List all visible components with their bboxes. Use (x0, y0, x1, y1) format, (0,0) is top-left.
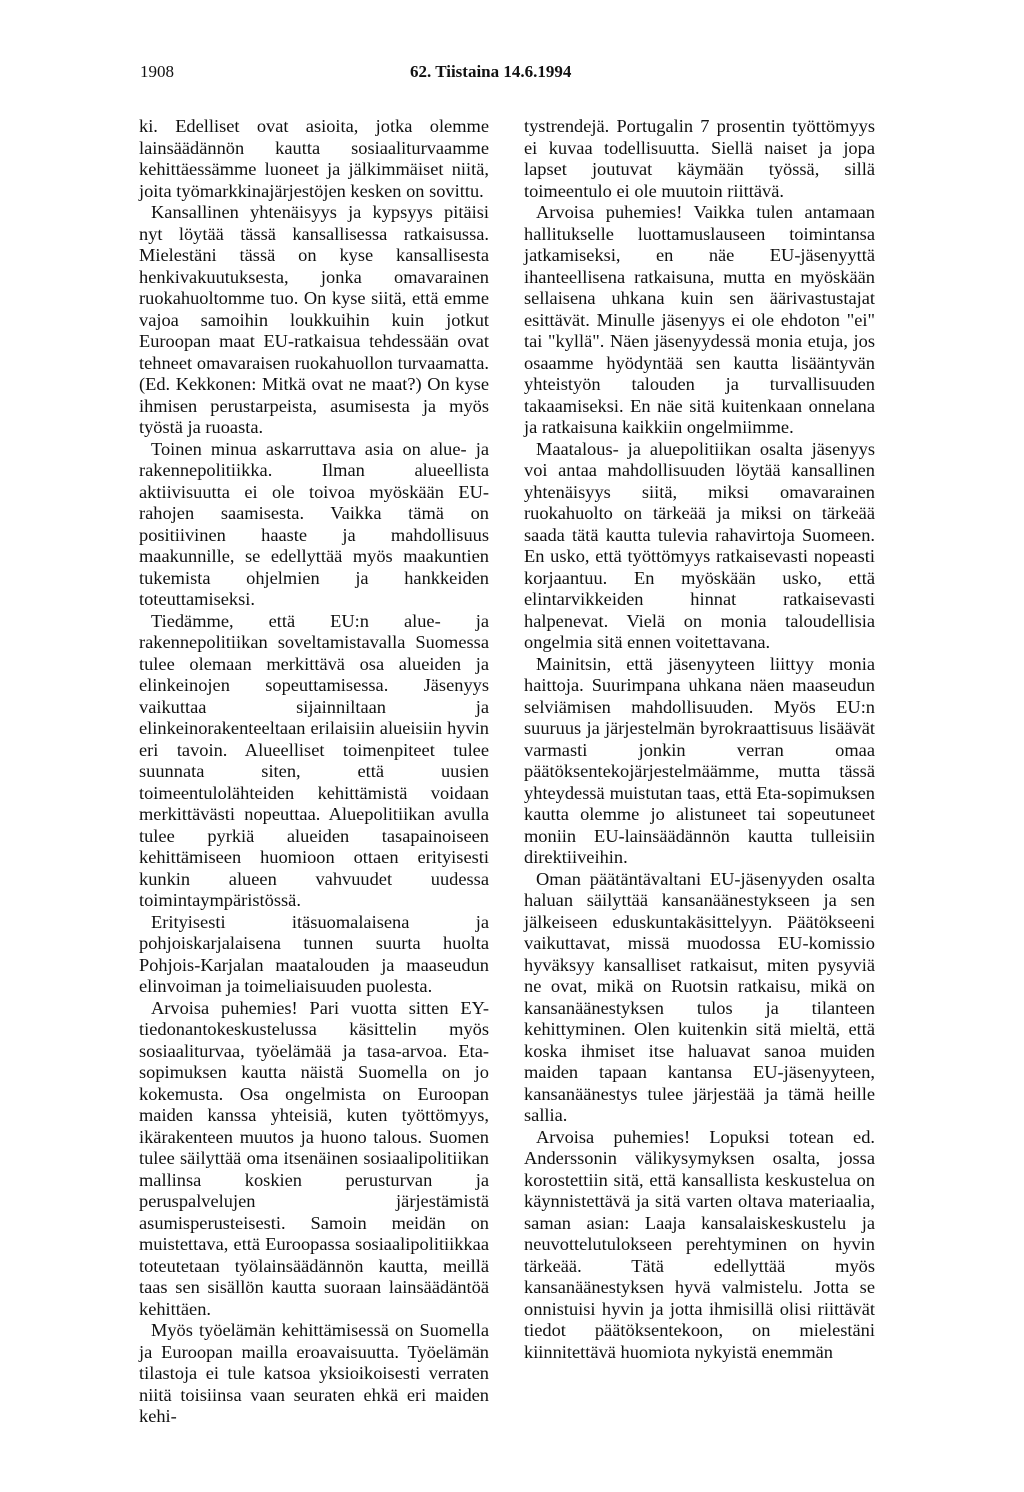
session-header: 62. Tiistaina 14.6.1994 (410, 62, 572, 81)
paragraph: ki. Edelliset ovat asioita, jotka olemme lainsäädännön kautta sosiaaliturvaamme kehittäessämme luoneet ja jälkimmäiset niitä, joita työmarkkinajärjestöjen kesken on sovittu. (139, 116, 489, 201)
paragraph: tystrendejä. Portugalin 7 prosentin työttömyys ei kuvaa todellisuutta. Siellä naiset ja jopa lapset joutuvat käymään työssä, sillä toimeentulo ei ole muutoin riittävä. (524, 116, 875, 201)
page-number: 1908 (140, 62, 174, 81)
paragraph: Toinen minua askarruttava asia on alue- ja rakennepolitiikka. Ilman alueellista aktiivisuutta ei ole toivoa myöskään EU-rahojen saamisesta. Vaikka tämä on positiivinen haaste ja mahdollisuus maakunnille, se edellyttää myös maakuntien tukemista ohjelmien ja hankkeiden toteuttamiseksi. (139, 438, 489, 609)
paragraph: Mainitsin, että jäsenyyteen liittyy monia haittoja. Suurimpana uhkana näen maaseudun selviämisen mahdollisuuden. Myös EU:n suuruus ja järjestelmän byrokraattisuus lisäävät varmasti jonkin verran omaa päätöksentekojärjestelmäämme, mutta tässä yhteydessä muistutan taas, että Eta-sopimuksen kautta olemme jo alistuneet tai sopeutuneet moniin EU-lainsäädännön kautta tulleisiin direktiiveihin. (524, 653, 875, 867)
paragraph: Arvoisa puhemies! Vaikka tulen antamaan hallitukselle luottamuslauseen toimintansa jatkamiseksi, en näe EU-jäsenyyttä ihanteellisena ratkaisuna, mutta en myöskään sellaisena uhkana kuin sen äärivastustajat esittävät. Minulle jäsenyys ei ole ehdoton "ei" tai "kyllä". Näen jäsenyydessä monia etuja, jos osaamme hyödyntää sen kautta lisääntyvän yhteistyön talouden ja turvallisuuden takaamiseksi. En näe sitä kuitenkaan onnelana ja ratkaisuna kaikkiin ongelmiimme. (524, 202, 875, 437)
paragraph: Myös työelämän kehittämisessä on Suomella ja Euroopan mailla eroavaisuutta. Työelämän tilastoja ei tule katsoa yksioikoisesti verraten niitä toisiinsa vaan seuraten ehkä eri maiden kehi- (139, 1320, 489, 1426)
right-column (524, 116, 875, 1363)
paragraph: Tiedämme, että EU:n alue- ja rakennepolitiikan soveltamistavalla Suomessa tulee olemaan merkittävä osa alueiden ja elinkeinojen sopeuttamisessa. Jäsenyys vaikuttaa sijainniltaan ja elinkeinorakenteeltaan erilaisiin alueisiin hyvin eri tavoin. Alueelliset toimenpiteet tulee suunnata siten, että uusien toimeentulolähteiden kehittämistä voidaan merkittävästi nopeuttaa. Aluepolitiikan avulla tulee pyrkiä alueiden tasapainoiseen kehittämiseen huomioon ottaen erityisesti kunkin alueen vahvuudet uudessa toimintaympäristössä. (139, 610, 489, 910)
paragraph: Kansallinen yhtenäisyys ja kypsyys pitäisi nyt löytää tässä kansallisessa ratkaisussa. Mielestäni tässä on kyse kansallisesta henkivakuutuksesta, jonka omavarainen ruokahuoltomme tuo. On kyse siitä, että emme vajoa samoihin loukkuihin kuin jotkut Euroopan maat EU-ratkaisua tehdessään ovat tehneet omavaraisen ruokahuollon turvaamatta. (Ed. Kekkonen: Mitkä ovat ne maat?) On kyse ihmisen perustarpeista, asumisesta ja myös työstä ja ruoasta. (139, 202, 489, 437)
paragraph: Arvoisa puhemies! Lopuksi totean ed. Anderssonin välikysymyksen osalta, jossa korostettiin sitä, että kansallista keskustelua on käynnistettävä ja sitä varten oltava materiaalia, saman asian: Laaja kansalaiskeskustelu ja neuvottelutulokseen perehtyminen on hyvin tärkeää. Tätä edellyttää myös kansanäänestyksen hyvä valmistelu. Jotta se onnistuisi hyvin ja jotta ihmisillä olisi riittävät tiedot päätöksentekoon, on mielestäni kiinnitettävä huomiota nykyistä enemmän (524, 1126, 875, 1362)
paragraph: Erityisesti itäsuomalaisena ja pohjoiskarjalaisena tunnen suurta huolta Pohjois-Karjalan maatalouden ja maaseudun elinvoiman ja toimeliaisuuden puolesta. (139, 911, 489, 996)
paragraph: Arvoisa puhemies! Pari vuotta sitten EY-tiedonantokeskustelussa käsittelin myös sosiaaliturvaa, työelämää ja tasa-arvoa. Eta-sopimuksen kautta näistä Suomella on jo kokemusta. Osa ongelmista on Euroopan maiden kanssa yhteisiä, kuten työttömyys, ikärakenteen muutos ja huono talous. Suomen tulee säilyttää oma itsenäinen sosiaalipolitiikan mallinsa koskien perusturvan ja peruspalvelujen järjestämistä asumisperusteisesti. Samoin meidän on muistettava, että Euroopassa sosiaalipolitiikkaa toteutetaan työlainsäädännön kautta, meillä taas sen sisällön kautta suoraan lainsäädäntöä kehittäen. (139, 997, 489, 1319)
paragraph: Oman päätäntävaltani EU-jäsenyyden osalta haluan säilyttää kansanäänestykseen ja sen jälkeiseen eduskuntakäsittelyyn. Päätökseeni vaikuttavat, missä muodossa EU-komissio hyväksyy kansalliset ratkaisut, miten pysyviä ne ovat, mikä on Ruotsin ratkaisu, mikä on kansanäänestyksen tulos ja tilanteen kehittyminen. Olen kuitenkin sitä mieltä, että koska ihmiset itse haluavat sanoa muiden maiden tapaan kantansa EU-jäsenyyteen, kansanäänestys tulee järjestää ja tämä heille sallia. (524, 868, 875, 1125)
left-column (139, 116, 489, 1428)
paragraph: Maatalous- ja aluepolitiikan osalta jäsenyys voi antaa mahdollisuuden löytää kansallinen yhtenäisyys siitä, miksi omavarainen ruokahuolto on tärkeää ja miksi on tärkeää saada tätä kautta tulevia rahavirtoja Suomeen. En usko, että työttömyys ratkaisevasti nopeasti korjaantuu. En myöskään usko, että elintarvikkeiden hinnat ratkaisevasti halpenevat. Vielä on monia taloudellisia ongelmia sitä ennen voitettavana. (524, 438, 875, 652)
